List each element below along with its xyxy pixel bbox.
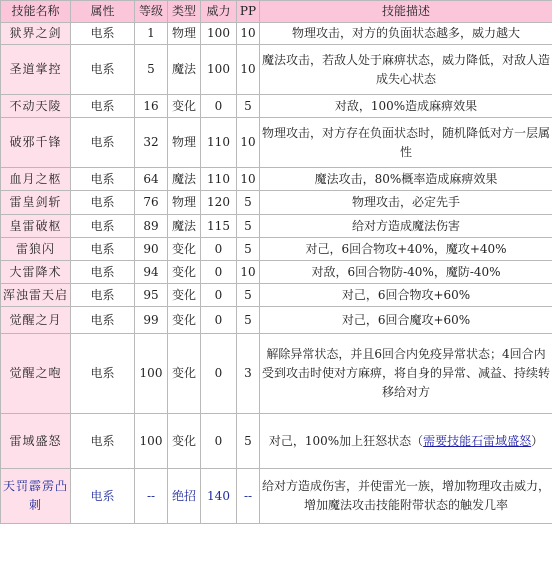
- table-row: [1, 334, 552, 414]
- skill-desc: 对敌，100%造成麻痹效果: [260, 95, 552, 118]
- skill-attr: 电系: [71, 118, 135, 168]
- skill-level: 16: [135, 95, 168, 118]
- skill-desc: 魔法攻击，若敌人处于麻痹状态，威力降低，对敌人造成失心状态: [260, 45, 552, 95]
- header-desc: 技能描述: [260, 1, 552, 23]
- skill-attr: 电系: [71, 307, 135, 334]
- skill-level: 94: [135, 261, 168, 284]
- skill-desc: 魔法攻击，80%概率造成麻痹效果: [260, 168, 552, 191]
- skill-pp: 10: [237, 261, 260, 284]
- skill-pp: 5: [237, 414, 260, 469]
- skill-power: 0: [201, 261, 237, 284]
- table-row: [1, 168, 552, 191]
- skill-name: 觉醒之月: [1, 307, 71, 334]
- skill-power: 110: [201, 168, 237, 191]
- header-name: 技能名称: [1, 1, 71, 23]
- skill-attr: 电系: [71, 23, 135, 45]
- skill-power: 0: [201, 284, 237, 307]
- skill-type: 变化: [168, 307, 201, 334]
- skill-type: 变化: [168, 238, 201, 261]
- skill-type: 魔法: [168, 215, 201, 238]
- skill-level: --: [135, 469, 168, 524]
- skill-desc: 对敌，6回合物防-40%，魔防-40%: [260, 261, 552, 284]
- skill-name: 皇雷破枢: [1, 215, 71, 238]
- skill-attr: 电系: [71, 45, 135, 95]
- skill-attr: 电系: [71, 238, 135, 261]
- skill-level: 100: [135, 414, 168, 469]
- table-row: [1, 23, 552, 45]
- skill-desc: 物理攻击，对方的负面状态越多，威力越大: [260, 23, 552, 45]
- skill-level: 64: [135, 168, 168, 191]
- skill-desc: 解除异常状态，并且6回合内免疫异常状态；4回合内受到攻击时使对方麻痹，将自身的异常、减益、持续转移给对方: [260, 334, 552, 414]
- skill-type: 魔法: [168, 168, 201, 191]
- skill-pp: 10: [237, 118, 260, 168]
- skill-pp: 5: [237, 95, 260, 118]
- skill-pp: 5: [237, 307, 260, 334]
- skill-name: 雷皇剑斩: [1, 191, 71, 215]
- skill-attr: 电系: [71, 284, 135, 307]
- table-row: [1, 414, 552, 469]
- skill-power: 0: [201, 414, 237, 469]
- skill-level: 95: [135, 284, 168, 307]
- skill-level: 90: [135, 238, 168, 261]
- skill-name: 雷狼闪: [1, 238, 71, 261]
- table-row: [1, 215, 552, 238]
- skill-name: 不动天陵: [1, 95, 71, 118]
- skill-desc: 对己，6回合魔攻+60%: [260, 307, 552, 334]
- skill-type: 物理: [168, 191, 201, 215]
- skill-type: 变化: [168, 414, 201, 469]
- skill-desc: 对己，6回合物攻+60%: [260, 284, 552, 307]
- table-row: [1, 191, 552, 215]
- skill-name: 破邪千锋: [1, 118, 71, 168]
- skill-pp: 3: [237, 334, 260, 414]
- skill-power: 0: [201, 334, 237, 414]
- skill-type: 变化: [168, 261, 201, 284]
- skill-type: 变化: [168, 284, 201, 307]
- skill-desc: 对己，6回合物攻+40%，魔攻+40%: [260, 238, 552, 261]
- skill-attr: 电系: [71, 261, 135, 284]
- skill-pp: 5: [237, 191, 260, 215]
- skill-type: 魔法: [168, 45, 201, 95]
- table-row: [1, 261, 552, 284]
- skill-pp: --: [237, 469, 260, 524]
- skill-pp: 10: [237, 23, 260, 45]
- table-row: [1, 238, 552, 261]
- skill-power: 100: [201, 23, 237, 45]
- skill-desc-end: ）: [531, 433, 544, 448]
- skill-power: 0: [201, 307, 237, 334]
- skill-type: 变化: [168, 334, 201, 414]
- table-row: [1, 469, 552, 524]
- skill-level: 89: [135, 215, 168, 238]
- skill-level: 100: [135, 334, 168, 414]
- header-pp: PP: [237, 1, 260, 23]
- skill-power: 140: [201, 469, 237, 524]
- skill-name: 圣道掌控: [1, 45, 71, 95]
- skill-name: 血月之柩: [1, 168, 71, 191]
- skill-power: 115: [201, 215, 237, 238]
- skill-power: 100: [201, 45, 237, 95]
- table-row: [1, 284, 552, 307]
- skill-name: 雷域盛怒: [1, 414, 71, 469]
- header-power: 威力: [201, 1, 237, 23]
- skill-level: 5: [135, 45, 168, 95]
- table-row: [1, 45, 552, 95]
- skill-desc-text: 对己，100%加上狂怒状态（: [268, 433, 424, 448]
- skill-desc: 物理攻击，必定先手: [260, 191, 552, 215]
- skill-desc: 给对方造成魔法伤害: [260, 215, 552, 238]
- skill-name: 天罚霹雳凸刺: [1, 469, 71, 524]
- skill-type: 变化: [168, 95, 201, 118]
- skill-name: 觉醒之咆: [1, 334, 71, 414]
- skill-power: 110: [201, 118, 237, 168]
- skill-pp: 5: [237, 238, 260, 261]
- skill-stone-link[interactable]: 需要技能石雷域盛怒: [423, 433, 532, 448]
- skill-attr: 电系: [71, 191, 135, 215]
- skill-name: 狱界之剑: [1, 23, 71, 45]
- header-row: [1, 1, 552, 23]
- skill-desc: 给对方造成伤害，并使雷光一族，增加物理攻击威力，增加魔法攻击技能附带状态的触发几率: [260, 469, 552, 524]
- skill-name: 大雷降术: [1, 261, 71, 284]
- skill-type: 物理: [168, 23, 201, 45]
- skill-attr: 电系: [71, 168, 135, 191]
- skill-desc: 物理攻击，对方存在负面状态时，随机降低对方一层属性: [260, 118, 552, 168]
- skill-pp: 5: [237, 215, 260, 238]
- table-row: [1, 307, 552, 334]
- skill-attr: 电系: [71, 215, 135, 238]
- header-type: 类型: [168, 1, 201, 23]
- skill-type: 物理: [168, 118, 201, 168]
- skill-pp: 10: [237, 168, 260, 191]
- skill-attr: 电系: [71, 414, 135, 469]
- header-attr: 属性: [71, 1, 135, 23]
- skill-attr: 电系: [71, 469, 135, 524]
- skill-desc: [260, 414, 552, 469]
- skill-type: 绝招: [168, 469, 201, 524]
- skill-level: 76: [135, 191, 168, 215]
- skill-power: 0: [201, 95, 237, 118]
- header-level: 等级: [135, 1, 168, 23]
- skill-attr: 电系: [71, 334, 135, 414]
- table-row: [1, 118, 552, 168]
- skill-name: 浑浊雷天启: [1, 284, 71, 307]
- skill-power: 0: [201, 238, 237, 261]
- skill-level: 1: [135, 23, 168, 45]
- skill-level: 32: [135, 118, 168, 168]
- table-row: [1, 95, 552, 118]
- skill-pp: 5: [237, 284, 260, 307]
- skill-pp: 10: [237, 45, 260, 95]
- skill-attr: 电系: [71, 95, 135, 118]
- skill-level: 99: [135, 307, 168, 334]
- skill-power: 120: [201, 191, 237, 215]
